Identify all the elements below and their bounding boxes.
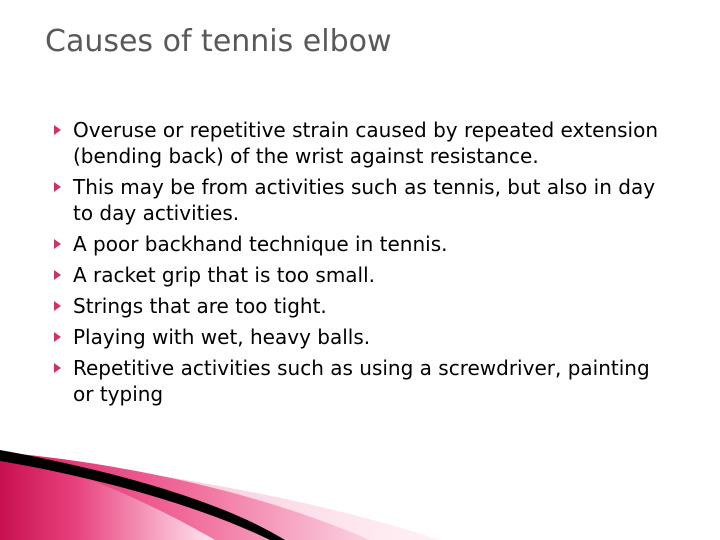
bullet-item <box>52 117 672 169</box>
bullet-text: Repetitive activities such as using a screwdriver, painting or typing <box>73 356 650 406</box>
bullet-item <box>52 355 672 407</box>
bullet-text: A poor backhand technique in tennis. <box>73 232 448 256</box>
bullet-item <box>52 324 672 350</box>
bullet-item <box>52 231 672 257</box>
right-triangle-icon <box>54 262 64 288</box>
bullet-text: Overuse or repetitive strain caused by repeated extension (bending back) of the wrist against resistance. <box>73 118 659 168</box>
right-triangle-icon <box>54 324 64 350</box>
right-triangle-icon <box>54 174 64 200</box>
bullet-item <box>52 174 672 226</box>
right-triangle-icon <box>54 117 64 143</box>
slide-title: Causes of tennis elbow <box>45 24 392 59</box>
bullet-item <box>52 293 672 319</box>
bullet-text: Strings that are too tight. <box>73 294 327 318</box>
bullet-item <box>52 262 672 288</box>
right-triangle-icon <box>54 231 64 257</box>
bullet-text: Playing with wet, heavy balls. <box>73 325 371 349</box>
right-triangle-icon <box>54 355 64 381</box>
right-triangle-icon <box>54 293 64 319</box>
bullet-list <box>52 117 672 412</box>
bullet-text: A racket grip that is too small. <box>73 263 376 287</box>
bullet-text: This may be from activities such as tennis, but also in day to day activities. <box>73 175 656 225</box>
